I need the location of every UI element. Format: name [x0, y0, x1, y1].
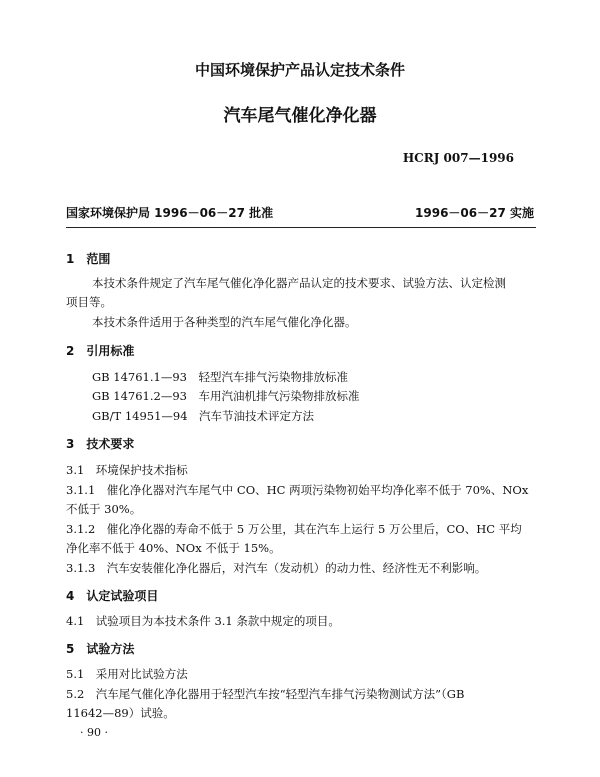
clause-5-2-line-1: 5.2 汽车尾气催化净化器用于轻型汽车按“轻型汽车排气污染物测试方法”（GB — [66, 687, 465, 701]
reference-gb-14761-2: GB 14761.2—93 车用汽油机排气污染物排放标准 — [92, 389, 360, 403]
section-1-heading: 1 范围 — [66, 252, 111, 266]
page-number: · 90 · — [80, 726, 108, 739]
reference-gb-14761-1: GB 14761.1—93 轻型汽车排气污染物排放标准 — [92, 370, 348, 384]
clause-3-1-2-line-1: 3.1.2 催化净化器的寿命不低于 5 万公里，其在汽车上运行 5 万公里后，CO、HC 平均 — [66, 522, 522, 536]
section-1-paragraph-2: 本技术条件适用于各种类型的汽车尾气催化净化器。 — [92, 315, 357, 329]
standard-code: HCRJ 007—1996 — [402, 151, 514, 165]
section-1-paragraph-1-line-2: 项目等。 — [66, 295, 112, 309]
effective-date: 1996－06－27 实施 — [415, 206, 534, 220]
clause-4-1: 4.1 试验项目为本技术条件 3.1 条款中规定的项目。 — [66, 614, 340, 628]
clause-3-1-2-line-2: 净化率不低于 40%、NOx 不低于 15%。 — [66, 541, 281, 555]
clause-3-1-1-line-2: 不低于 30%。 — [66, 502, 142, 516]
clause-3-1-3: 3.1.3 汽车安装催化净化器后，对汽车（发动机）的动力性、经济性无不利影响。 — [66, 561, 487, 575]
reference-gb-t-14951: GB/T 14951—94 汽车节油技术评定方法 — [92, 409, 315, 423]
section-4-heading: 4 认定试验项目 — [66, 589, 159, 603]
clause-5-1: 5.1 采用对比试验方法 — [66, 667, 188, 681]
clause-3-1: 3.1 环境保护技术指标 — [66, 463, 188, 477]
section-2-heading: 2 引用标准 — [66, 344, 135, 358]
series-title: 中国环境保护产品认定技术条件 — [194, 61, 405, 79]
document-title: 汽车尾气催化净化器 — [223, 106, 377, 126]
clause-5-2-line-2: 11642—89）试验。 — [66, 706, 175, 720]
section-5-heading: 5 试验方法 — [66, 642, 135, 656]
header-rule — [66, 227, 536, 228]
section-1-paragraph-1-line-1: 本技术条件规定了汽车尾气催化净化器产品认定的技术要求、试验方法、认定检测 — [92, 276, 506, 290]
clause-3-1-1-line-1: 3.1.1 催化净化器对汽车尾气中 CO、HC 两项污染物初始平均净化率不低于 70%、NOx — [66, 483, 529, 497]
approval-issuer: 国家环境保护局 1996－06－27 批准 — [66, 206, 274, 220]
section-3-heading: 3 技术要求 — [66, 437, 135, 451]
